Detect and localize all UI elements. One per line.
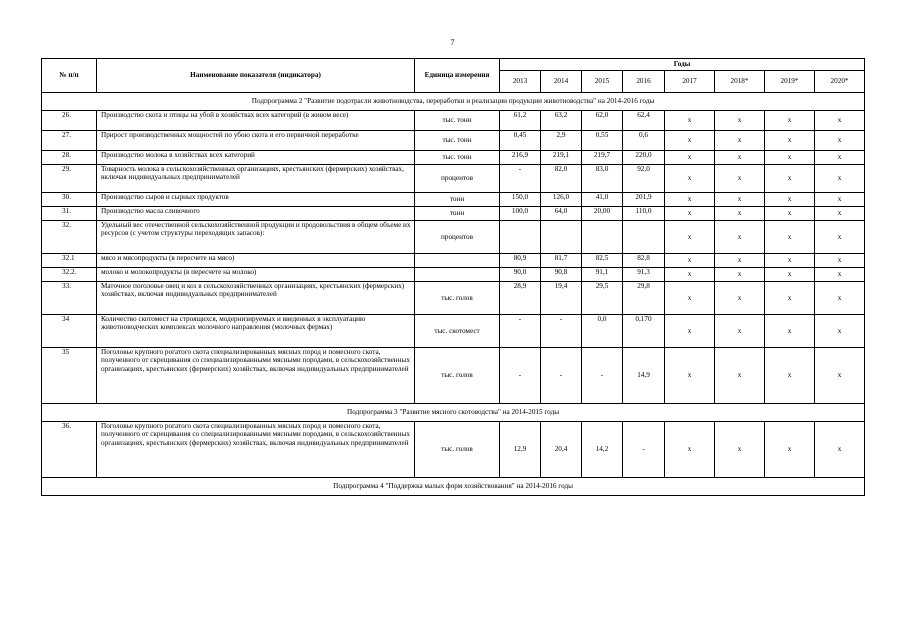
row-number: 32.2. xyxy=(42,268,97,282)
unit-of-measure xyxy=(415,268,500,282)
header-num: № п/п xyxy=(42,59,97,93)
year-value-na: x xyxy=(815,111,865,131)
unit-of-measure: тыс. тонн xyxy=(415,111,500,131)
table-row xyxy=(42,151,865,165)
table-row xyxy=(42,221,865,254)
year-value: 80,9 xyxy=(500,254,541,268)
header-year: 2020* xyxy=(815,71,865,93)
page-number: 7 xyxy=(450,38,455,47)
year-value-na: x xyxy=(665,193,715,207)
subprogram-row xyxy=(42,478,865,496)
year-value-na: x xyxy=(665,254,715,268)
indicator-name: Производство масла сливочного xyxy=(97,207,415,221)
year-value: 81,7 xyxy=(541,254,582,268)
table-row xyxy=(42,193,865,207)
year-value: 19,4 xyxy=(541,282,582,315)
unit-of-measure: тыс. скотомест xyxy=(415,315,500,348)
table-row xyxy=(42,315,865,348)
year-value-na: x xyxy=(715,254,765,268)
year-value: 201,9 xyxy=(623,193,665,207)
unit-of-measure: процентов xyxy=(415,165,500,193)
indicator-name: Прирост производственных мощностей по убою скота и его первичной переработке xyxy=(97,131,415,151)
year-value: 28,9 xyxy=(500,282,541,315)
year-value: 82,8 xyxy=(623,254,665,268)
year-value-na: x xyxy=(715,348,765,404)
year-value-na: x xyxy=(665,348,715,404)
year-value-na: x xyxy=(665,111,715,131)
year-value-na: x xyxy=(765,207,815,221)
year-value-na: x xyxy=(715,131,765,151)
year-value: 150,0 xyxy=(500,193,541,207)
table-row xyxy=(42,131,865,151)
year-value xyxy=(541,221,582,254)
year-value-na: x xyxy=(765,254,815,268)
year-value: 90,8 xyxy=(541,268,582,282)
year-value: - xyxy=(582,348,623,404)
year-value-na: x xyxy=(715,111,765,131)
year-value-na: x xyxy=(715,315,765,348)
row-number: 29. xyxy=(42,165,97,193)
subprogram-title: Подпрограмма 4 "Поддержка малых форм хозяйствования" на 2014-2016 годы xyxy=(42,478,865,496)
year-value-na: x xyxy=(665,151,715,165)
unit-of-measure: тонн xyxy=(415,207,500,221)
year-value: 110,0 xyxy=(623,207,665,221)
header-year: 2018* xyxy=(715,71,765,93)
year-value-na: x xyxy=(765,268,815,282)
year-value-na: x xyxy=(815,315,865,348)
year-value: 62,0 xyxy=(582,111,623,131)
unit-of-measure: тыс. голов xyxy=(415,422,500,478)
year-value-na: x xyxy=(815,221,865,254)
header-year: 2016 xyxy=(623,71,665,93)
year-value-na: x xyxy=(815,131,865,151)
year-value-na: x xyxy=(765,221,815,254)
year-value: 14,9 xyxy=(623,348,665,404)
year-value: 29,5 xyxy=(582,282,623,315)
year-value: - xyxy=(541,348,582,404)
header-year: 2017 xyxy=(665,71,715,93)
year-value: 82,5 xyxy=(582,254,623,268)
indicators-table xyxy=(41,58,865,496)
year-value-na: x xyxy=(815,348,865,404)
year-value: 219,7 xyxy=(582,151,623,165)
indicator-name: Поголовье крупного рогатого скота специализированных мясных пород и помесного скота, полученного от скрещивания со специализированными мясными породами, в сельскохозяйственных организациях, крестьянских (фермерских) хозяйствах, включая индивидуальных предпринимателей xyxy=(97,422,415,478)
year-value: 91,1 xyxy=(582,268,623,282)
row-number: 31. xyxy=(42,207,97,221)
year-value-na: x xyxy=(715,268,765,282)
row-number: 30. xyxy=(42,193,97,207)
indicator-name: Производство скота и птицы на убой в хозяйствах всех категорий (в живом весе) xyxy=(97,111,415,131)
year-value: - xyxy=(623,422,665,478)
unit-of-measure: процентов xyxy=(415,221,500,254)
year-value-na: x xyxy=(815,254,865,268)
row-number: 26. xyxy=(42,111,97,131)
year-value-na: x xyxy=(665,221,715,254)
row-number: 27. xyxy=(42,131,97,151)
year-value-na: x xyxy=(815,207,865,221)
year-value-na: x xyxy=(665,131,715,151)
year-value: 219,1 xyxy=(541,151,582,165)
year-value-na: x xyxy=(765,165,815,193)
header-unit: Единица измерения xyxy=(415,59,500,93)
subprogram-row xyxy=(42,404,865,422)
year-value: 91,3 xyxy=(623,268,665,282)
year-value-na: x xyxy=(665,165,715,193)
indicator-name: Поголовье крупного рогатого скота специализированных мясных пород и помесного скота, полученного от скрещивания со специализированными мясными породами, в сельскохозяйственных организациях, крестьянских (фермерских) хозяйствах, включая индивидуальных предпринимателей xyxy=(97,348,415,404)
year-value: 41,0 xyxy=(582,193,623,207)
header-year: 2013 xyxy=(500,71,541,93)
year-value: 61,2 xyxy=(500,111,541,131)
indicator-name: Удельный вес отечественной сельскохозяйственной продукции и продовольствия в общем объеме их ресурсов (с учетом структуры переходящих запасов): xyxy=(97,221,415,254)
year-value: - xyxy=(541,315,582,348)
row-number: 34 xyxy=(42,315,97,348)
header-year: 2015 xyxy=(582,71,623,93)
year-value-na: x xyxy=(765,111,815,131)
year-value: 2,9 xyxy=(541,131,582,151)
indicator-name: Производство сыров и сырных продуктов xyxy=(97,193,415,207)
table-body xyxy=(42,93,865,496)
year-value-na: x xyxy=(665,422,715,478)
header-year: 2019* xyxy=(765,71,815,93)
year-value: 90,0 xyxy=(500,268,541,282)
indicator-name: молоко и молокопродукты (в пересчете на молоко) xyxy=(97,268,415,282)
year-value-na: x xyxy=(765,151,815,165)
year-value: 63,2 xyxy=(541,111,582,131)
year-value: 0,6 xyxy=(623,131,665,151)
year-value: 216,9 xyxy=(500,151,541,165)
indicator-name: Товарность молока в сельскохозяйственных организациях, крестьянских (фермерских) хозяйствах, включая индивидуальных предпринимателей xyxy=(97,165,415,193)
year-value-na: x xyxy=(715,221,765,254)
year-value: 0,170 xyxy=(623,315,665,348)
subprogram-title: Подпрограмма 3 "Развитие мясного скотоводства" на 2014-2015 годы xyxy=(42,404,865,422)
year-value: 0,45 xyxy=(500,131,541,151)
year-value-na: x xyxy=(765,131,815,151)
year-value-na: x xyxy=(665,282,715,315)
year-value-na: x xyxy=(765,193,815,207)
year-value xyxy=(582,221,623,254)
year-value-na: x xyxy=(815,422,865,478)
year-value-na: x xyxy=(665,315,715,348)
header-year: 2014 xyxy=(541,71,582,93)
year-value-na: x xyxy=(715,207,765,221)
year-value-na: x xyxy=(665,207,715,221)
indicator-name: Маточное поголовье овец и коз в сельскохозяйственных организациях, крестьянских (фермерских) хозяйствах, включая индивидуальных предпринимателей xyxy=(97,282,415,315)
table-row xyxy=(42,254,865,268)
unit-of-measure: тыс. голов xyxy=(415,348,500,404)
table-row xyxy=(42,422,865,478)
table-row xyxy=(42,207,865,221)
year-value-na: x xyxy=(715,193,765,207)
unit-of-measure: тыс. тонн xyxy=(415,131,500,151)
year-value: - xyxy=(500,315,541,348)
year-value: 92,0 xyxy=(623,165,665,193)
table-row xyxy=(42,111,865,131)
year-value: 62,4 xyxy=(623,111,665,131)
year-value: 220,0 xyxy=(623,151,665,165)
year-value: 126,0 xyxy=(541,193,582,207)
year-value-na: x xyxy=(765,282,815,315)
row-number: 33. xyxy=(42,282,97,315)
year-value: - xyxy=(500,165,541,193)
year-value: 82,0 xyxy=(541,165,582,193)
year-value-na: x xyxy=(715,151,765,165)
year-value: - xyxy=(500,348,541,404)
year-value: 14,2 xyxy=(582,422,623,478)
year-value-na: x xyxy=(815,193,865,207)
year-value-na: x xyxy=(765,422,815,478)
indicator-name: Количество скотомест на строящихся, модернизируемых и введенных в эксплуатацию животноводческих комплексах молочного направления (молочных фермах) xyxy=(97,315,415,348)
row-number: 35 xyxy=(42,348,97,404)
subprogram-row xyxy=(42,93,865,111)
year-value xyxy=(500,221,541,254)
year-value xyxy=(623,221,665,254)
year-value-na: x xyxy=(815,268,865,282)
unit-of-measure: тыс. голов xyxy=(415,282,500,315)
year-value: 64,0 xyxy=(541,207,582,221)
year-value-na: x xyxy=(765,315,815,348)
row-number: 36. xyxy=(42,422,97,478)
table-row xyxy=(42,282,865,315)
year-value: 0,0 xyxy=(582,315,623,348)
year-value-na: x xyxy=(815,282,865,315)
year-value: 20,00 xyxy=(582,207,623,221)
row-number: 32.1 xyxy=(42,254,97,268)
table-row xyxy=(42,348,865,404)
year-value: 20,4 xyxy=(541,422,582,478)
year-value-na: x xyxy=(815,151,865,165)
year-value: 12,9 xyxy=(500,422,541,478)
header-years: Годы xyxy=(500,59,865,71)
row-number: 28. xyxy=(42,151,97,165)
year-value-na: x xyxy=(715,422,765,478)
year-value-na: x xyxy=(715,282,765,315)
year-value-na: x xyxy=(765,348,815,404)
table-row xyxy=(42,165,865,193)
year-value-na: x xyxy=(665,268,715,282)
year-value: 100,0 xyxy=(500,207,541,221)
year-value: 0,55 xyxy=(582,131,623,151)
row-number: 32. xyxy=(42,221,97,254)
subprogram-title: Подпрограмма 2 "Развитие подотрасли животноводства, переработки и реализации продукции животноводства" на 2014-2016 годы xyxy=(42,93,865,111)
indicator-name: мясо и мясопродукты (в пересчете на мясо) xyxy=(97,254,415,268)
header-name: Наименование показателя (индикатора) xyxy=(97,59,415,93)
year-value-na: x xyxy=(815,165,865,193)
indicator-name: Производство молока в хозяйствах всех категорий xyxy=(97,151,415,165)
unit-of-measure: тыс. тонн xyxy=(415,151,500,165)
unit-of-measure: тонн xyxy=(415,193,500,207)
unit-of-measure xyxy=(415,254,500,268)
year-value: 29,8 xyxy=(623,282,665,315)
table-row xyxy=(42,268,865,282)
year-value: 83,0 xyxy=(582,165,623,193)
year-value-na: x xyxy=(715,165,765,193)
